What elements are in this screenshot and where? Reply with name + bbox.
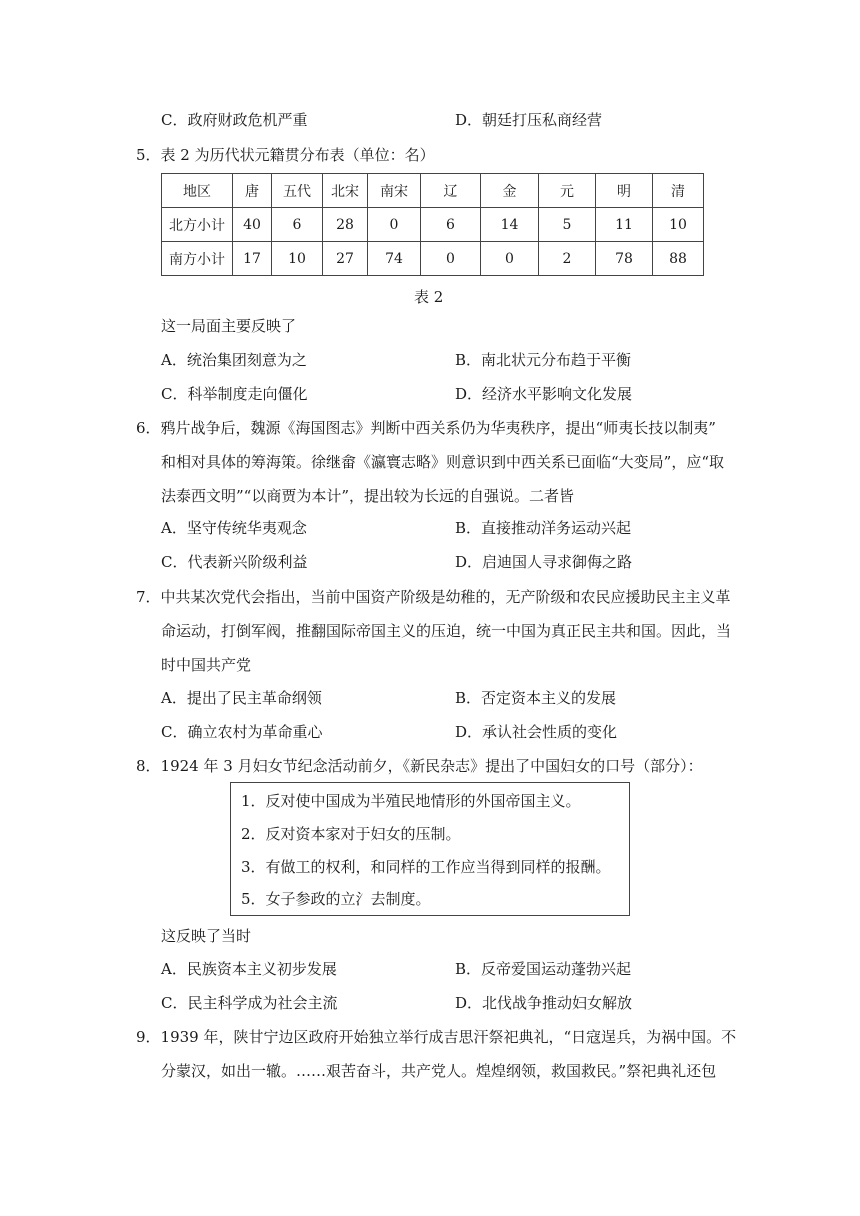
q5-option-d: D．经济水平影响文化发展	[455, 385, 633, 403]
table-cell: 5	[539, 208, 596, 242]
table-cell: 南方小计	[162, 242, 233, 276]
q4-option-c: C．政府财政危机严重	[161, 111, 308, 129]
slogan-box	[230, 782, 630, 916]
table-cell: 28	[323, 208, 368, 242]
q9-stem-line: 分蒙汉，如出一辙。……艰苦奋斗，共产党人。煌煌纲领，救国救民。”祭祀典礼还包	[161, 1062, 717, 1080]
table-header-cell: 辽	[421, 174, 481, 208]
q7-option-d: D．承认社会性质的变化	[455, 723, 618, 741]
q6-option-b: B．直接推动洋务运动兴起	[455, 519, 632, 537]
table-header-cell: 清	[653, 174, 704, 208]
slogan-item: 3．有做工的权利，和同样的工作应当得到同样的报酬。	[241, 858, 611, 876]
table-header-cell: 北宋	[323, 174, 368, 208]
table-cell: 10	[653, 208, 704, 242]
q5-option-a: A．统治集团刻意为之	[161, 351, 307, 369]
table-cell: 11	[596, 208, 653, 242]
q7-option-c: C．确立农村为革命重心	[161, 723, 323, 741]
table-row	[162, 208, 704, 242]
q8-prompt: 这反映了当时	[161, 927, 252, 945]
table-cell: 14	[481, 208, 539, 242]
q9-stem-line: 9．1939 年，陕甘宁边区政府开始独立举行成吉思汗祭祀典礼，“日寇逞兵，为祸中国。不	[136, 1028, 737, 1046]
q6-stem-line: 和相对具体的筹海策。徐继畲《瀛寰志略》则意识到中西关系已面临“大变局”，应“取	[161, 453, 725, 471]
table-header-cell: 五代	[272, 174, 323, 208]
table-header-cell: 金	[481, 174, 539, 208]
table-header-cell: 地区	[162, 174, 233, 208]
q6-option-d: D．启迪国人寻求御侮之路	[455, 553, 633, 571]
table-cell: 88	[653, 242, 704, 276]
table-header-cell: 唐	[233, 174, 272, 208]
table-cell: 0	[421, 242, 481, 276]
q5-option-c: C．科举制度走向僵化	[161, 385, 308, 403]
table-header-cell: 元	[539, 174, 596, 208]
q7-stem-line: 7．中共某次党代会指出，当前中国资产阶级是幼稚的，无产阶级和农民应援助民主主义革	[136, 588, 731, 606]
q6-option-c: C．代表新兴阶级利益	[161, 553, 308, 571]
table-cell: 27	[323, 242, 368, 276]
q7-option-a: A．提出了民主革命纲领	[161, 689, 322, 707]
q7-option-b: B．否定资本主义的发展	[455, 689, 617, 707]
table-cell: 74	[368, 242, 421, 276]
table-header-row	[162, 174, 704, 208]
q4-option-d: D．朝廷打压私商经营	[455, 111, 603, 129]
table-cell: 2	[539, 242, 596, 276]
table-cell: 40	[233, 208, 272, 242]
q8-option-b: B．反帝爱国运动蓬勃兴起	[455, 960, 632, 978]
q5-prompt: 这一局面主要反映了	[161, 317, 297, 335]
table-row	[162, 242, 704, 276]
q8-stem: 8．1924 年 3 月妇女节纪念活动前夕，《新民杂志》提出了中国妇女的口号（部分）：	[136, 757, 703, 775]
slogan-item: 5．女子参政的立氵去制度。	[241, 890, 431, 908]
table-cell: 10	[272, 242, 323, 276]
q6-stem-line: 6．鸦片战争后，魏源《海国图志》判断中西关系仍为华夷秩序，提出“师夷长技以制夷”	[136, 419, 716, 437]
q7-stem-line: 时中国共产党	[161, 656, 252, 674]
q8-option-d: D．北伐战争推动妇女解放	[455, 994, 633, 1012]
q8-option-c: C．民主科学成为社会主流	[161, 994, 338, 1012]
table-cell: 17	[233, 242, 272, 276]
table-cell: 6	[272, 208, 323, 242]
table-header-cell: 明	[596, 174, 653, 208]
slogan-item: 2．反对资本家对于妇女的压制。	[241, 825, 461, 843]
q5-option-b: B．南北状元分布趋于平衡	[455, 351, 632, 369]
slogan-item: 1．反对使中国成为半殖民地情形的外国帝国主义。	[241, 792, 581, 810]
table-cell: 78	[596, 242, 653, 276]
table-cell: 6	[421, 208, 481, 242]
q7-stem-line: 命运动，打倒军阀，推翻国际帝国主义的压迫，统一中国为真正民主共和国。因此，当	[161, 622, 732, 640]
table-caption: 表 2	[414, 288, 444, 306]
q8-option-a: A．民族资本主义初步发展	[161, 960, 337, 978]
distribution-table	[161, 173, 704, 276]
q5-stem: 5．表 2 为历代状元籍贯分布表（单位：名）	[136, 146, 435, 164]
table-cell: 北方小计	[162, 208, 233, 242]
q6-stem-line: 法泰西文明”“以商贾为本计”，提出较为长远的自强说。二者皆	[161, 487, 575, 505]
table-cell: 0	[481, 242, 539, 276]
table-cell: 0	[368, 208, 421, 242]
table-header-cell: 南宋	[368, 174, 421, 208]
q6-option-a: A．坚守传统华夷观念	[161, 519, 307, 537]
